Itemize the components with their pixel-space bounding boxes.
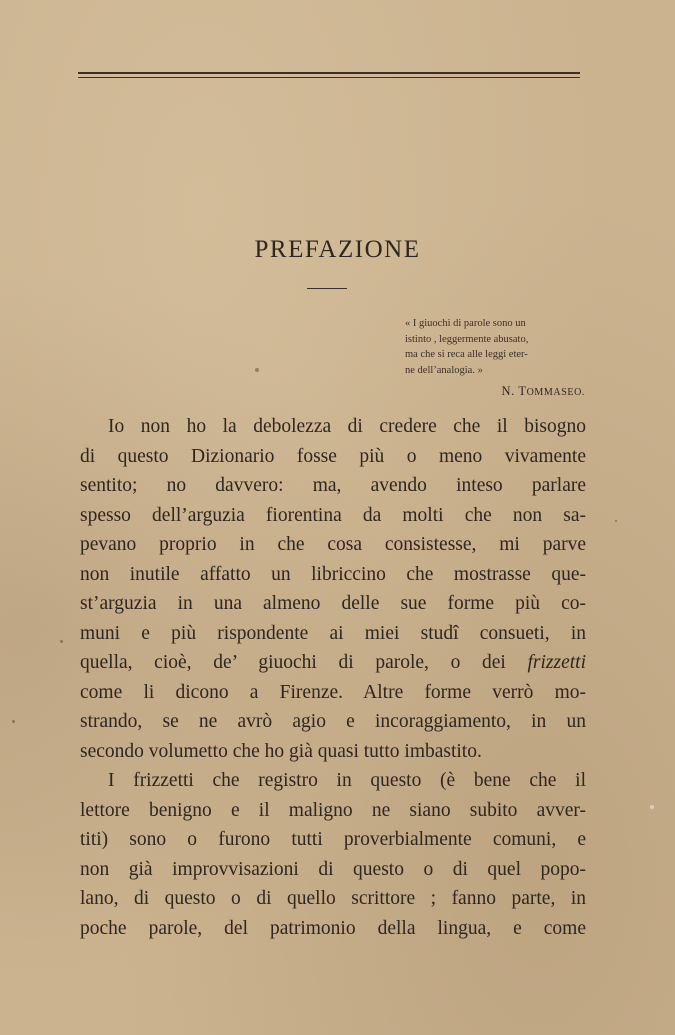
text-line: pevano proprio in che cosa consistesse, mi parve	[80, 534, 586, 555]
header-double-rule	[78, 72, 580, 78]
paper-speck	[255, 368, 259, 372]
paper-speck	[60, 640, 63, 643]
epigraph	[405, 316, 587, 378]
italic-word: frizzetti	[527, 652, 586, 673]
text-line: lano, di questo o di quello scrittore ; fanno parte, in	[80, 888, 586, 909]
paper-speck	[12, 720, 15, 723]
text-line: st’arguzia in una almeno delle sue forme più co-	[80, 593, 586, 614]
paper-speck	[650, 805, 654, 809]
text-line: non già improvvisazioni di questo o di quel popo-	[80, 858, 586, 880]
epigraph-line: istinto , leggermente abusato,	[405, 333, 529, 345]
text-line: Io non ho la debolezza di credere che il bisogno	[108, 416, 586, 437]
text-line: come li dicono a Firenze. Altre forme verrò mo-	[80, 681, 586, 703]
text-line: non inutile affatto un libriccino che mostrasse que-	[80, 563, 586, 585]
epigraph-line: ne dell’analogia. »	[405, 364, 483, 376]
body-text	[80, 412, 586, 943]
paper-speck	[615, 520, 617, 522]
epigraph-author-initial: N. T	[501, 384, 527, 398]
text-line: di questo Dizionario fosse più o meno vivamente	[80, 445, 586, 467]
epigraph-author	[380, 384, 585, 399]
text-line-with-italic	[80, 648, 586, 678]
text-line: I frizzetti che registro in questo (è bene che il	[108, 770, 586, 791]
text-line: lettore benigno e il maligno ne siano subito avver-	[80, 799, 586, 821]
text-segment: quella, cioè, de’ giuochi di parole, o dei	[80, 652, 528, 673]
text-line: poche parole, del patrimonio della lingua, e come	[80, 917, 586, 939]
title-divider	[307, 288, 347, 289]
chapter-title: PREFAZIONE	[254, 236, 421, 263]
epigraph-line: ma che si reca alle leggi eter-	[405, 349, 528, 360]
text-line: muni e più rispondente ai miei studî consueti, in	[80, 622, 586, 644]
text-line: titi) sono o furono tutti proverbialmente comuni, e	[80, 829, 586, 850]
text-line: strando, se ne avrò agio e incoraggiamento, in un	[80, 711, 586, 732]
text-line: spesso dell’arguzia fiorentina da molti che non sa-	[80, 504, 586, 526]
epigraph-author-rest: OMMASEO.	[526, 387, 585, 398]
text-line: secondo volumetto che ho già quasi tutto imbastito.	[80, 740, 482, 762]
epigraph-line: « I giuochi di parole sono un	[405, 318, 526, 329]
text-line: sentito; no davvero: ma, avendo inteso parlare	[80, 475, 586, 496]
